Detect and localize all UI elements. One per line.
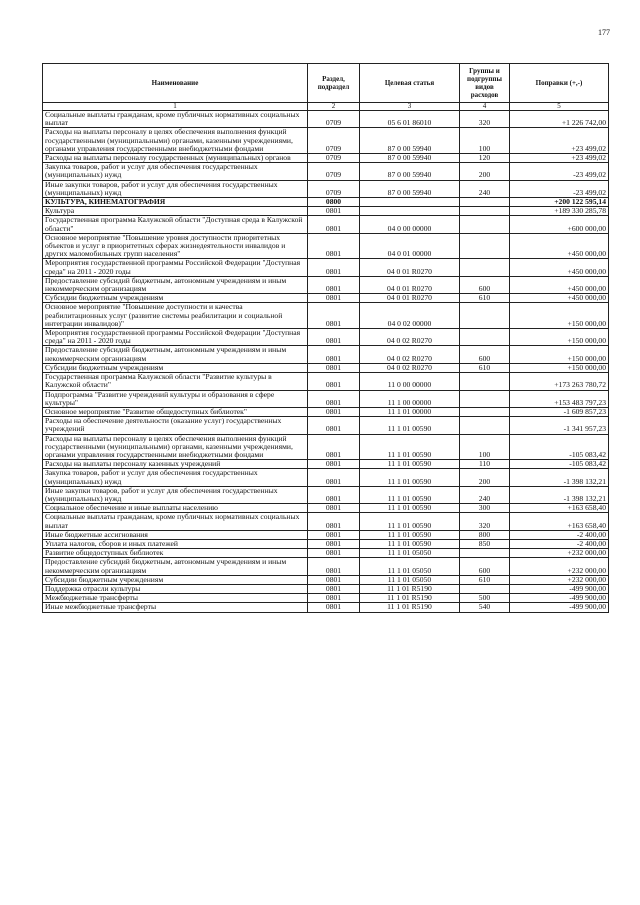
row-amount: +23 499,02: [510, 154, 609, 163]
row-target: 04 0 01 R0270: [360, 294, 460, 303]
row-name: Закупка товаров, работ и услуг для обеспечения государственных (муниципальных) нужд: [43, 163, 308, 180]
row-amount: +1 226 742,00: [510, 111, 609, 128]
table-row: [43, 329, 609, 346]
table-row: [43, 303, 609, 329]
row-group: [460, 407, 510, 416]
table-row: [43, 513, 609, 530]
budget-amendments-table: [42, 63, 609, 613]
row-target: 11 1 01 00590: [360, 434, 460, 460]
row-amount: +450 000,00: [510, 294, 609, 303]
row-name: Субсидии бюджетным учреждениям: [43, 363, 308, 372]
row-amount: +232 000,00: [510, 575, 609, 584]
row-section: 0801: [308, 276, 360, 293]
row-amount: +200 122 595,14: [510, 198, 609, 207]
row-group: 800: [460, 530, 510, 539]
row-group: 850: [460, 539, 510, 548]
row-section: 0801: [308, 207, 360, 216]
row-amount: +232 000,00: [510, 549, 609, 558]
row-section: 0801: [308, 216, 360, 233]
row-section: 0709: [308, 180, 360, 197]
row-target: 11 1 01 00590: [360, 417, 460, 434]
row-target: 87 0 00 59940: [360, 180, 460, 197]
column-number: 4: [460, 103, 510, 111]
row-section: 0801: [308, 530, 360, 539]
row-group: 240: [460, 180, 510, 197]
column-number: 5: [510, 103, 609, 111]
row-section: 0801: [308, 417, 360, 434]
row-group: [460, 549, 510, 558]
row-name: Предоставление субсидий бюджетным, автономным учреждениям и иным некоммерческим организациям: [43, 276, 308, 293]
row-name: Расходы на обеспечение деятельности (оказание услуг) государственных учреждений: [43, 417, 308, 434]
row-section: 0801: [308, 233, 360, 259]
row-amount: -2 400,00: [510, 530, 609, 539]
row-group: [460, 417, 510, 434]
row-group: [460, 259, 510, 276]
row-target: 11 1 01 00000: [360, 407, 460, 416]
row-amount: -23 499,02: [510, 180, 609, 197]
row-group: 200: [460, 163, 510, 180]
row-amount: -499 900,00: [510, 584, 609, 593]
column-number: 2: [308, 103, 360, 111]
row-name: Закупка товаров, работ и услуг для обеспечения государственных (муниципальных) нужд: [43, 469, 308, 486]
row-target: 11 1 01 00590: [360, 504, 460, 513]
row-name: Подпрограмма "Развитие учреждений культуры и образования в сфере культуры": [43, 390, 308, 407]
row-target: 11 1 01 R5190: [360, 603, 460, 612]
row-name: Расходы на выплаты персоналу в целях обеспечения выполнения функций государственными (муниципальными) органами, казенными учреждениями, органами управления государственными внебюджетными фондами: [43, 434, 308, 460]
table-row: [43, 434, 609, 460]
row-target: 11 1 01 00590: [360, 486, 460, 503]
table-row: [43, 111, 609, 128]
row-target: 04 0 01 R0270: [360, 259, 460, 276]
row-target: 11 1 01 00590: [360, 530, 460, 539]
row-amount: -1 341 957,23: [510, 417, 609, 434]
row-section: 0801: [308, 329, 360, 346]
row-amount: +450 000,00: [510, 233, 609, 259]
table-row: [43, 276, 609, 293]
table-row: [43, 373, 609, 390]
row-target: 11 1 01 05050: [360, 558, 460, 575]
row-amount: -1 398 132,21: [510, 469, 609, 486]
row-name: Социальные выплаты гражданам, кроме публичных нормативных социальных выплат: [43, 513, 308, 530]
row-name: Социальные выплаты гражданам, кроме публичных нормативных социальных выплат: [43, 111, 308, 128]
row-amount: +150 000,00: [510, 329, 609, 346]
row-target: 11 0 00 00000: [360, 373, 460, 390]
row-name: Основное мероприятие "Повышение уровня доступности приоритетных объектов и услуг в приоритетных сферах жизнедеятельности инвалидов и других маломобильных групп населения": [43, 233, 308, 259]
row-amount: +150 000,00: [510, 363, 609, 372]
header-name: Наименование: [43, 64, 308, 103]
row-name: Государственная программа Калужской области "Развитие культуры в Калужской области": [43, 373, 308, 390]
row-group: 540: [460, 603, 510, 612]
page-number: 177: [598, 28, 610, 37]
header-amount: Поправки (+,-): [510, 64, 609, 103]
row-name: Государственная программа Калужской области "Доступная среда в Калужской области": [43, 216, 308, 233]
row-group: [460, 207, 510, 216]
row-amount: +173 263 780,72: [510, 373, 609, 390]
row-section: 0801: [308, 346, 360, 363]
row-name: Основное мероприятие "Развитие общедоступных библиотек": [43, 407, 308, 416]
row-section: 0801: [308, 434, 360, 460]
row-group: 240: [460, 486, 510, 503]
row-name: Субсидии бюджетным учреждениям: [43, 575, 308, 584]
row-amount: -23 499,02: [510, 163, 609, 180]
row-section: 0709: [308, 163, 360, 180]
row-section: 0801: [308, 594, 360, 603]
row-amount: +23 499,02: [510, 128, 609, 154]
row-group: 320: [460, 111, 510, 128]
row-group: 600: [460, 276, 510, 293]
table-body: [43, 111, 609, 613]
row-target: 04 0 02 R0270: [360, 329, 460, 346]
row-target: 04 0 02 00000: [360, 303, 460, 329]
table-row: [43, 163, 609, 180]
row-name: Социальное обеспечение и иные выплаты населению: [43, 504, 308, 513]
row-group: 610: [460, 294, 510, 303]
row-group: [460, 329, 510, 346]
row-target: 05 6 01 86010: [360, 111, 460, 128]
row-section: 0801: [308, 549, 360, 558]
row-group: 600: [460, 346, 510, 363]
row-target: 11 1 01 00590: [360, 513, 460, 530]
row-group: [460, 390, 510, 407]
row-name: Мероприятия государственной программы Российской Федерации "Доступная среда" на 2011 - 2020 годы: [43, 259, 308, 276]
row-section: 0801: [308, 373, 360, 390]
row-name: КУЛЬТУРА, КИНЕМАТОГРАФИЯ: [43, 198, 308, 207]
row-target: 11 1 01 00590: [360, 460, 460, 469]
row-group: [460, 216, 510, 233]
row-name: Иные межбюджетные трансферты: [43, 603, 308, 612]
table-row: [43, 180, 609, 197]
header-row: [43, 64, 609, 103]
row-target: 11 1 01 R5190: [360, 584, 460, 593]
row-section: 0801: [308, 363, 360, 372]
table-row: [43, 469, 609, 486]
row-target: 11 1 01 05050: [360, 575, 460, 584]
row-section: 0800: [308, 198, 360, 207]
row-name: Иные закупки товаров, работ и услуг для обеспечения государственных (муниципальных) нужд: [43, 180, 308, 197]
row-group: 100: [460, 434, 510, 460]
row-target: 11 1 01 00590: [360, 539, 460, 548]
row-group: 320: [460, 513, 510, 530]
row-target: 87 0 00 59940: [360, 163, 460, 180]
table-row: [43, 417, 609, 434]
row-name: Предоставление субсидий бюджетным, автономным учреждениям и иным некоммерческим организациям: [43, 558, 308, 575]
header-section: Раздел, подраздел: [308, 64, 360, 103]
row-section: 0801: [308, 460, 360, 469]
table-row: [43, 259, 609, 276]
row-section: 0801: [308, 294, 360, 303]
row-amount: +450 000,00: [510, 276, 609, 293]
row-section: 0709: [308, 128, 360, 154]
row-section: 0801: [308, 603, 360, 612]
row-target: [360, 198, 460, 207]
row-section: 0801: [308, 558, 360, 575]
row-section: 0709: [308, 154, 360, 163]
row-section: 0709: [308, 111, 360, 128]
table-row: [43, 603, 609, 612]
row-name: Уплата налогов, сборов и иных платежей: [43, 539, 308, 548]
row-name: Мероприятия государственной программы Российской Федерации "Доступная среда" на 2011 - 2020 годы: [43, 329, 308, 346]
row-name: Поддержка отрасли культуры: [43, 584, 308, 593]
row-target: 04 0 00 00000: [360, 216, 460, 233]
table-row: [43, 128, 609, 154]
row-target: 11 1 01 R5190: [360, 594, 460, 603]
row-group: 300: [460, 504, 510, 513]
column-number: 1: [43, 103, 308, 111]
header-target: Целевая статья: [360, 64, 460, 103]
row-name: Межбюджетные трансферты: [43, 594, 308, 603]
row-amount: +153 483 797,23: [510, 390, 609, 407]
row-section: 0801: [308, 513, 360, 530]
row-group: [460, 233, 510, 259]
row-section: 0801: [308, 584, 360, 593]
row-group: 110: [460, 460, 510, 469]
row-group: [460, 198, 510, 207]
row-name: Культура: [43, 207, 308, 216]
row-amount: -1 398 132,21: [510, 486, 609, 503]
table-row: [43, 216, 609, 233]
row-amount: +163 658,40: [510, 504, 609, 513]
row-group: 610: [460, 363, 510, 372]
table-row: [43, 558, 609, 575]
row-target: 04 0 01 00000: [360, 233, 460, 259]
table-row: [43, 390, 609, 407]
row-section: 0801: [308, 575, 360, 584]
row-section: 0801: [308, 539, 360, 548]
row-amount: -2 400,00: [510, 539, 609, 548]
row-target: 11 1 01 00590: [360, 469, 460, 486]
row-section: 0801: [308, 504, 360, 513]
row-name: Расходы на выплаты персоналу государственных (муниципальных) органов: [43, 154, 308, 163]
row-name: Иные закупки товаров, работ и услуг для обеспечения государственных (муниципальных) нужд: [43, 486, 308, 503]
header-group: Группы и подгруппы видов расходов: [460, 64, 510, 103]
row-group: [460, 303, 510, 329]
row-section: 0801: [308, 303, 360, 329]
row-amount: +150 000,00: [510, 346, 609, 363]
row-amount: -1 609 857,23: [510, 407, 609, 416]
row-amount: -105 083,42: [510, 434, 609, 460]
row-target: 04 0 02 R0270: [360, 363, 460, 372]
row-target: 11 1 01 05050: [360, 549, 460, 558]
row-name: Расходы на выплаты персоналу в целях обеспечения выполнения функций государственными (муниципальными) органами, казенными учреждениями, органами управления государственными внебюджетными фондами: [43, 128, 308, 154]
row-amount: +150 000,00: [510, 303, 609, 329]
row-group: 610: [460, 575, 510, 584]
row-group: 100: [460, 128, 510, 154]
row-name: Расходы на выплаты персоналу казенных учреждений: [43, 460, 308, 469]
row-target: [360, 207, 460, 216]
row-target: 04 0 02 R0270: [360, 346, 460, 363]
table-row: [43, 346, 609, 363]
row-amount: +189 330 285,78: [510, 207, 609, 216]
row-target: 04 0 01 R0270: [360, 276, 460, 293]
row-section: 0801: [308, 407, 360, 416]
row-section: 0801: [308, 390, 360, 407]
row-name: Основное мероприятие "Повышение доступности и качества реабилитационных услуг (развитие системы реабилитации и социальной интеграции инвалидов)": [43, 303, 308, 329]
row-amount: +450 000,00: [510, 259, 609, 276]
row-amount: +163 658,40: [510, 513, 609, 530]
row-name: Предоставление субсидий бюджетным, автономным учреждениям и иным некоммерческим организациям: [43, 346, 308, 363]
table-row: [43, 486, 609, 503]
row-amount: +600 000,00: [510, 216, 609, 233]
column-number: 3: [360, 103, 460, 111]
row-target: 87 0 00 59940: [360, 154, 460, 163]
table-row: [43, 233, 609, 259]
row-name: Развитие общедоступных библиотек: [43, 549, 308, 558]
row-target: 87 0 00 59940: [360, 128, 460, 154]
row-section: 0801: [308, 259, 360, 276]
row-group: 120: [460, 154, 510, 163]
row-amount: +232 000,00: [510, 558, 609, 575]
row-group: [460, 373, 510, 390]
row-group: 500: [460, 594, 510, 603]
row-group: 200: [460, 469, 510, 486]
row-target: 11 1 00 00000: [360, 390, 460, 407]
row-amount: -499 900,00: [510, 603, 609, 612]
row-name: Иные бюджетные ассигнования: [43, 530, 308, 539]
row-amount: -105 083,42: [510, 460, 609, 469]
row-group: 600: [460, 558, 510, 575]
row-section: 0801: [308, 469, 360, 486]
row-name: Субсидии бюджетным учреждениям: [43, 294, 308, 303]
row-amount: -499 900,00: [510, 594, 609, 603]
row-section: 0801: [308, 486, 360, 503]
